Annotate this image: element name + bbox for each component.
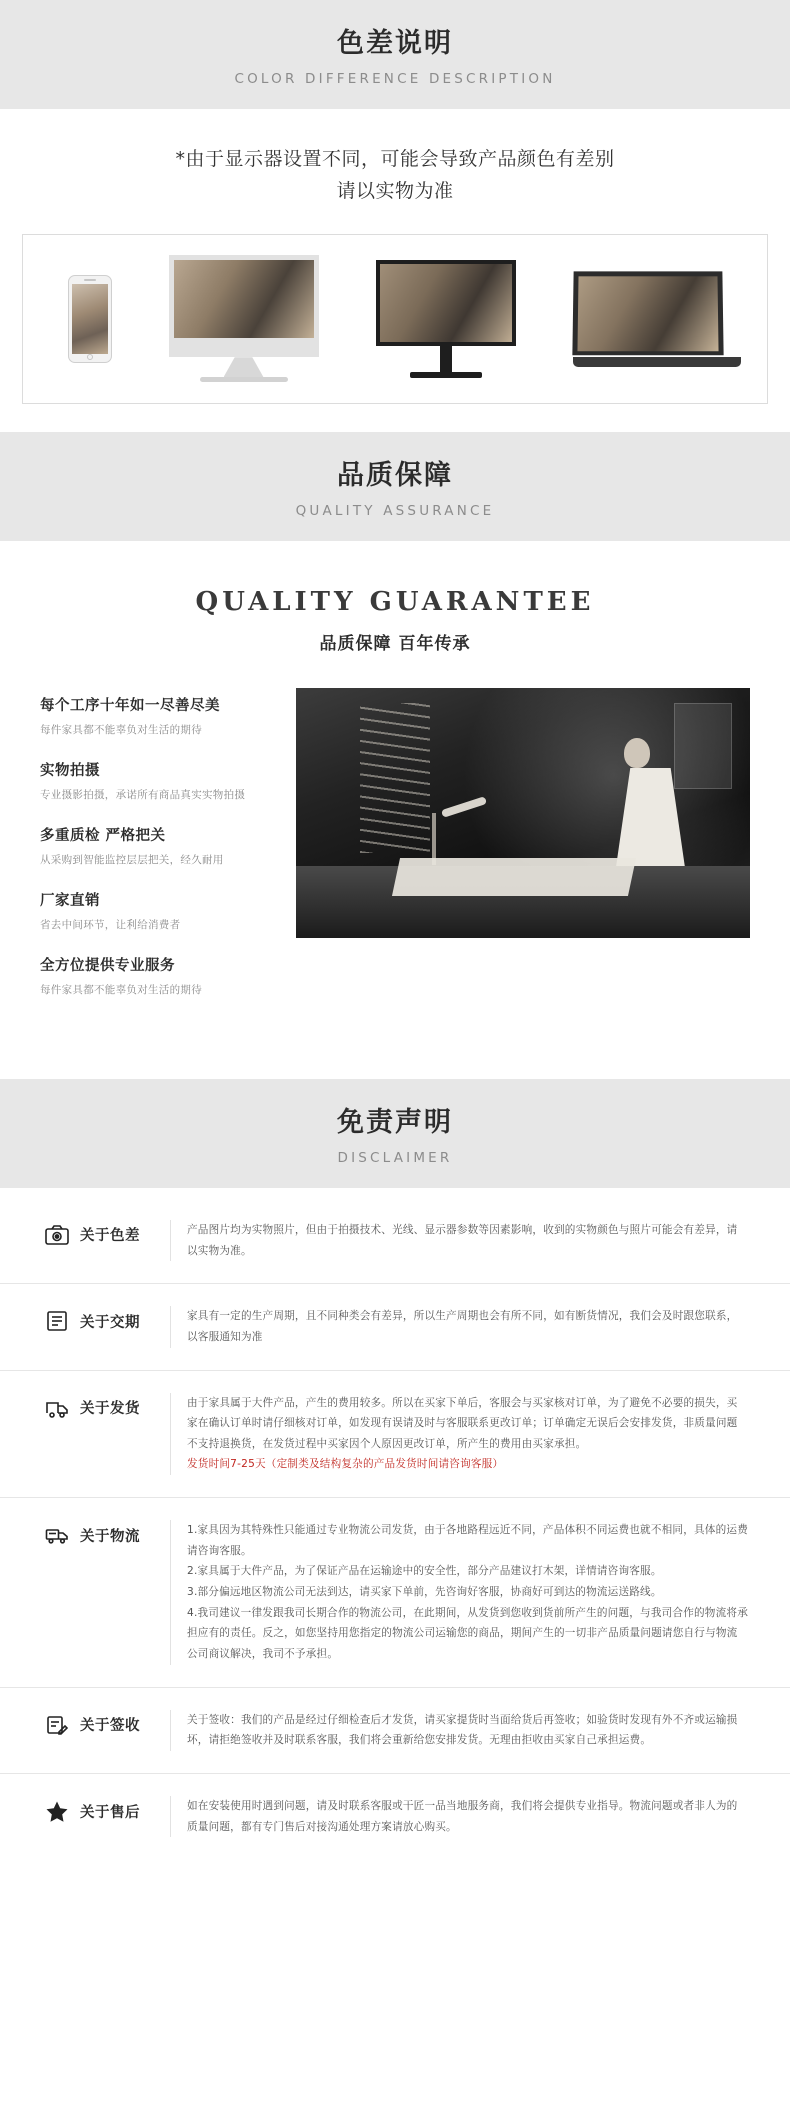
photo-tool-rods [360, 703, 430, 853]
paragraph: 产品图片均为实物照片，但由于拍摄技术、光线、显示器参数等因素影响，收到的实物颜色与照片可能会有差异，请以实物为准。 [187, 1223, 738, 1257]
quality-item-sub: 每件家具都不能辜负对生活的期待 [40, 983, 202, 996]
imac-stand [224, 357, 264, 377]
list-item [0, 1498, 790, 1688]
imac-brand-label [169, 343, 319, 357]
photo-craftsman-head [624, 738, 650, 768]
disclaimer-text [170, 1520, 748, 1665]
photo-window [674, 703, 732, 789]
device-laptop [573, 271, 723, 367]
imac-base [200, 377, 288, 382]
disclaimer-row-header [44, 1393, 170, 1421]
quality-item-heading: 每个工序十年如一尽善尽美 [40, 697, 220, 714]
quality-headline-cn: 品质保障 百年传承 [319, 633, 471, 654]
disclaimer-list [0, 1188, 790, 1899]
list-item [40, 889, 270, 932]
list-item [40, 759, 270, 802]
photo-blueprint [392, 858, 636, 896]
disclaimer-row-header [44, 1520, 170, 1548]
quality-item-sub: 从采购到智能监控层层把关，经久耐用 [40, 853, 224, 866]
monitor-base [410, 372, 482, 378]
disclaimer-text [170, 1710, 748, 1751]
quality-feature-list [40, 688, 270, 1019]
imac-screen-image [169, 255, 319, 343]
paragraph: 4.我司建议一律发跟我司长期合作的物流公司，在此期间，从发货到您收到货前所产生的问题，与我司合作的物流将承担应有的责任。反之，如您坚持用您指定的物流公司运输您的商品，期间产生的一切非产品质量问题请您自行与物流公司商议解决，我司不予承担。 [187, 1606, 748, 1661]
craftsman-workshop-photo [296, 688, 750, 938]
list-item [40, 694, 270, 737]
disclaimer-label: 关于物流 [80, 1528, 140, 1545]
color-difference-note [0, 109, 790, 234]
camera-icon [44, 1222, 70, 1248]
list-item [0, 1284, 790, 1370]
disclaimer-label: 关于发货 [80, 1401, 140, 1417]
quality-item-heading: 全方位提供专业服务 [40, 957, 175, 974]
paragraph: 如在安装使用时遇到问题，请及时联系客服或干匠一品当地服务商，我们将会提供专业指导。物流问题或者非人为的质量问题，都有专门售后对接沟通处理方案请放心购买。 [187, 1800, 738, 1833]
disclaimer-text [170, 1796, 748, 1837]
list-item [40, 954, 270, 997]
section-header-disclaimer [0, 1079, 790, 1188]
disclaimer-row-header [44, 1220, 170, 1248]
disclaimer-text [170, 1393, 748, 1476]
monitor-screen-image [376, 260, 516, 346]
list-item [0, 1688, 790, 1774]
paragraph: 家具有一定的生产周期，且不同种类会有差异，所以生产周期也会有所不同，如有断货情况，我们会及时跟您联系，以客服通知为准 [187, 1310, 738, 1343]
photo-desk-lamp [441, 796, 487, 818]
disclaimer-label: 关于色差 [80, 1228, 140, 1245]
star-icon [44, 1798, 70, 1824]
quality-item-heading: 实物拍摄 [40, 762, 100, 779]
quality-headline-en: QUALITY GUARANTEE [195, 586, 595, 617]
list-item [0, 1774, 790, 1859]
disclaimer-label: 关于交期 [80, 1314, 140, 1331]
calendar-icon [44, 1308, 70, 1334]
list-item [0, 1198, 790, 1284]
quality-item-heading: 多重质检 严格把关 [40, 827, 166, 844]
device-preview-box [22, 234, 768, 404]
phone-speaker [84, 279, 96, 281]
section-title-en: QUALITY ASSURANCE [295, 502, 495, 519]
list-item [40, 824, 270, 867]
disclaimer-row-header [44, 1796, 170, 1824]
disclaimer-label: 关于售后 [80, 1804, 140, 1821]
phone-screen-image [72, 284, 108, 354]
signature-icon [44, 1712, 70, 1738]
laptop-keyboard [573, 357, 741, 367]
section-title-cn: 色差说明 [337, 28, 453, 59]
disclaimer-label: 关于签收 [80, 1718, 140, 1735]
color-note-line-2: 请以实物为准 [336, 180, 454, 203]
paragraph: 关于签收：我们的产品是经过仔细检查后才发货，请买家提货时当面给货后再签收；如验货时发现有外不齐或运输损坏，请拒绝签收并及时联系客服，我们将会重新给您安排发货。无理由拒收由买家自己承担运费。 [187, 1713, 738, 1747]
quality-item-sub: 专业摄影拍摄，承诺所有商品真实实物拍摄 [40, 788, 246, 801]
box-truck-icon [44, 1522, 70, 1548]
paragraph: 1.家具因为其特殊性只能通过专业物流公司发货，由于各地路程远近不同，产品体积不同运费也就不相同，具体的运费请咨询客服。 [187, 1524, 748, 1557]
laptop-screen-image [572, 271, 723, 355]
section-header-quality [0, 432, 790, 541]
quality-item-heading: 厂家直销 [40, 892, 100, 909]
disclaimer-text [170, 1220, 748, 1261]
device-monitor [376, 260, 516, 378]
section-title-cn: 免责声明 [337, 1106, 453, 1138]
quality-body [0, 654, 790, 1079]
paragraph: 由于家具属于大件产品，产生的费用较多。所以在买家下单后，客服会与买家核对订单，为了避免不必要的损失，买家在确认订单时请仔细核对订单，如发现有误请及时与客服联系更改订单；订单确定无误后会安排发货，非质量问题不支持退换货，在发货过程中买家因个人原因更改订单，所产生的费用由买家承担。 [187, 1396, 738, 1450]
section-title-en: DISCLAIMER [337, 1149, 453, 1166]
section-title-cn: 品质保障 [337, 459, 453, 491]
phone-home-button [87, 354, 93, 360]
photo-lamp-arm [432, 813, 436, 865]
color-note-line-1: *由于显示器设置不同，可能会导致产品颜色有差别 [175, 148, 615, 171]
truck-icon [44, 1395, 70, 1421]
section-title-en: COLOR DIFFERENCE DESCRIPTION [234, 71, 556, 88]
device-phone [68, 275, 112, 363]
quality-item-sub: 每件家具都不能辜负对生活的期待 [40, 723, 202, 736]
quality-headline [0, 541, 790, 654]
section-header-color-difference [0, 0, 790, 109]
list-item [0, 1371, 790, 1499]
device-imac [169, 255, 319, 382]
disclaimer-text [170, 1306, 748, 1347]
quality-item-sub: 省去中间环节，让利给消费者 [40, 918, 181, 931]
monitor-neck [440, 346, 452, 372]
disclaimer-row-header [44, 1306, 170, 1334]
paragraph: 2.家具属于大件产品，为了保证产品在运输途中的安全性，部分产品建议打木架，详情请咨询客服。 [187, 1565, 662, 1578]
paragraph: 3.部分偏远地区物流公司无法到达，请买家下单前，先咨询好客服，协商好可到达的物流运送路线。 [187, 1586, 662, 1599]
paragraph-highlight: 发货时间7-25天（定制类及结构复杂的产品发货时间请咨询客服） [187, 1458, 504, 1471]
disclaimer-row-header [44, 1710, 170, 1738]
